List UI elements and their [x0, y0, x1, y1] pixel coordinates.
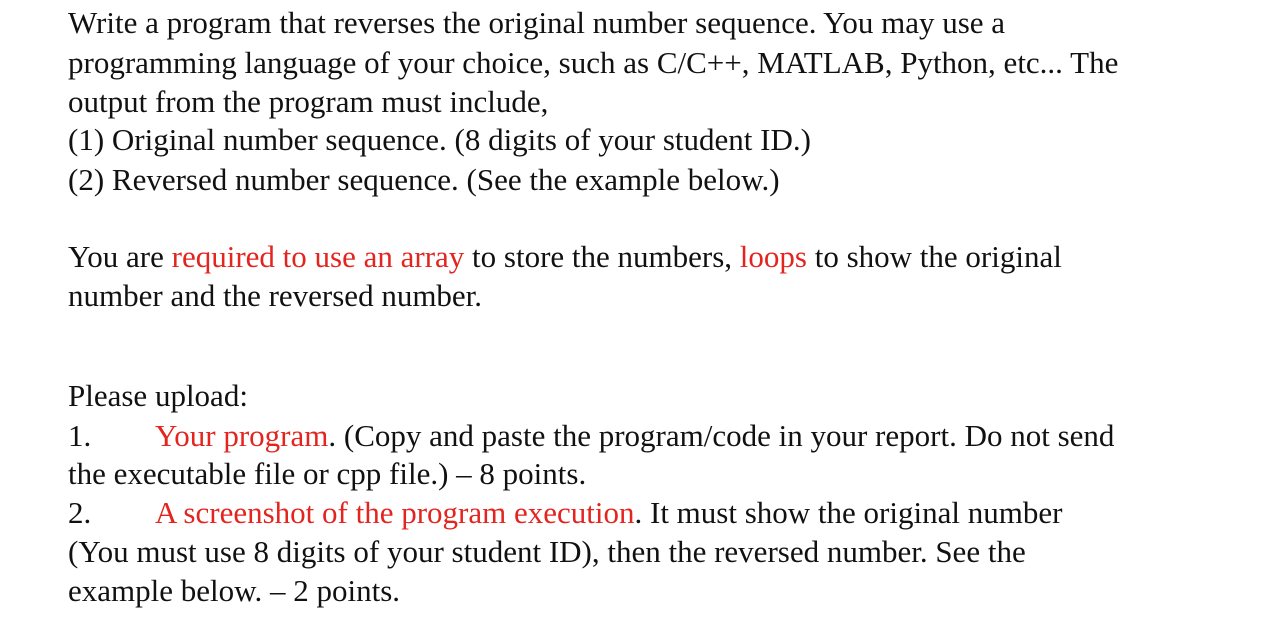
upload-item-2-line-3: example below. – 2 points. [68, 573, 401, 608]
upload-item-1-highlight: Your program [155, 418, 329, 453]
upload-item-2 [68, 494, 1062, 532]
upload-heading: Please upload: [68, 378, 248, 413]
requirement-post: to show the original [806, 239, 1062, 274]
upload-item-1-text: . (Copy and paste the program/code in your report. Do not send [328, 418, 1115, 453]
requirement-mid: to store the numbers, [464, 239, 740, 274]
intro-line-3: output from the program must include, [68, 84, 549, 119]
intro-line-2: programming language of your choice, such as C/C++, MATLAB, Python, etc... The [68, 45, 1119, 80]
upload-item-1 [68, 417, 1114, 455]
upload-item-2-number: 2. [68, 495, 92, 530]
requirement-line-2: number and the reversed number. [68, 278, 483, 313]
requirement-array-highlight: required to use an array [171, 239, 465, 274]
upload-item-2-text: . It must show the original number [634, 495, 1063, 530]
requirement-pre: You are [68, 239, 172, 274]
requirement-loops-highlight: loops [739, 239, 807, 274]
intro-line-1: Write a program that reverses the original number sequence. You may use a [68, 5, 1006, 40]
output-item-2: (2) Reversed number sequence. (See the example below.) [68, 162, 780, 197]
upload-item-1-number: 1. [68, 418, 92, 453]
upload-item-2-highlight: A screenshot of the program execution [155, 495, 635, 530]
output-item-1: (1) Original number sequence. (8 digits of your student ID.) [68, 122, 811, 157]
upload-item-2-line-2: (You must use 8 digits of your student ID), then the reversed number. See the [68, 534, 1026, 569]
requirement-line-1 [68, 238, 1062, 276]
upload-item-1-line-2: the executable file or cpp file.) – 8 points. [68, 456, 587, 491]
